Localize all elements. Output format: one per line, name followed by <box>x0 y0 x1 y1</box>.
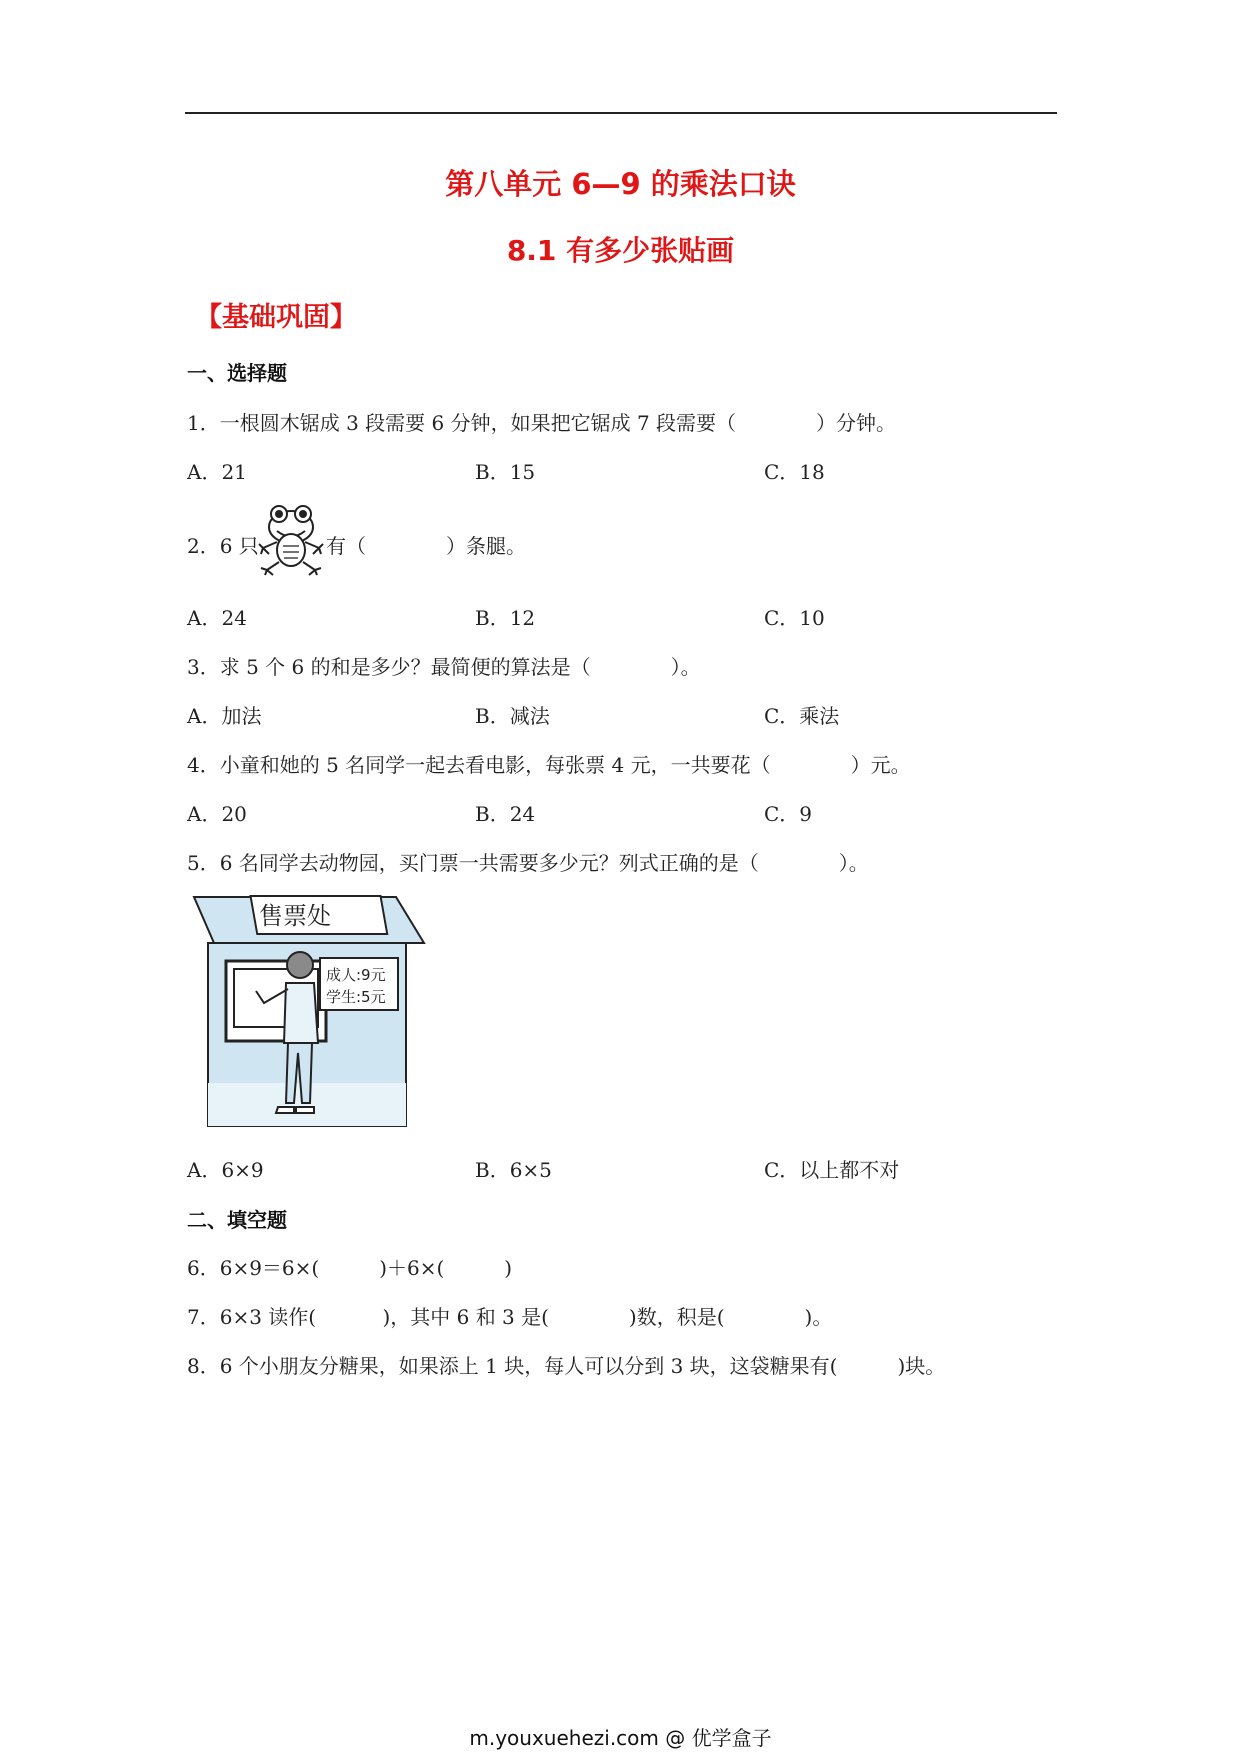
q1-option-c: C．18 <box>764 460 825 484</box>
q5-option-c: C．以上都不对 <box>764 1158 900 1182</box>
question-5: 5．6 名同学去动物园，买门票一共需要多少元？列式正确的是（ ）。 <box>187 851 869 875</box>
q2-option-a: A．24 <box>187 606 247 630</box>
section-label: 【基础巩固】 <box>195 302 357 333</box>
footer-watermark: m.youxuehezi.com @ 优学盒子 <box>469 1726 772 1750</box>
frog-image <box>257 500 325 576</box>
ticket-booth-image <box>190 893 426 1127</box>
booth-sign: 售票处 <box>259 902 331 930</box>
question-2-suffix: 有（ ）条腿。 <box>326 534 526 558</box>
q5-option-a: A．6×9 <box>187 1158 264 1182</box>
q2-option-c: C．10 <box>764 606 825 630</box>
lesson-title: 8.1 有多少张贴画 <box>506 234 735 267</box>
top-rule <box>185 112 1057 114</box>
question-3: 3．求 5 个 6 的和是多少？最简便的算法是（ ）。 <box>187 655 701 679</box>
q4-option-b: B．24 <box>475 802 536 826</box>
price-student: 学生:5元 <box>326 988 386 1006</box>
q3-option-a: A．加法 <box>187 704 262 728</box>
question-4: 4．小童和她的 5 名同学一起去看电影，每张票 4 元，一共要花（ ）元。 <box>187 753 911 777</box>
question-7: 7．6×3 读作( )，其中 6 和 3 是( )数，积是( )。 <box>187 1305 833 1329</box>
section-choice: 一、选择题 <box>187 361 287 385</box>
question-8: 8．6 个小朋友分糖果，如果添上 1 块，每人可以分到 3 块，这袋糖果有( )块。 <box>187 1354 946 1378</box>
q4-option-c: C．9 <box>764 802 813 826</box>
q3-option-c: C．乘法 <box>764 704 840 728</box>
section-fill: 二、填空题 <box>187 1208 287 1232</box>
question-1: 1．一根圆木锯成 3 段需要 6 分钟，如果把它锯成 7 段需要（ ）分钟。 <box>187 411 897 435</box>
price-adult: 成人:9元 <box>326 966 386 984</box>
question-6: 6．6×9＝6×( )＋6×( ) <box>187 1256 513 1280</box>
question-2-prefix: 2．6 只 <box>187 534 259 558</box>
q2-option-b: B．12 <box>475 606 536 630</box>
q3-option-b: B．减法 <box>475 704 550 728</box>
q4-option-a: A．20 <box>187 802 247 826</box>
q1-option-a: A．21 <box>187 460 247 484</box>
unit-title: 第八单元 6—9 的乘法口诀 <box>445 167 796 201</box>
q5-option-b: B．6×5 <box>475 1158 552 1182</box>
q1-option-b: B．15 <box>475 460 536 484</box>
